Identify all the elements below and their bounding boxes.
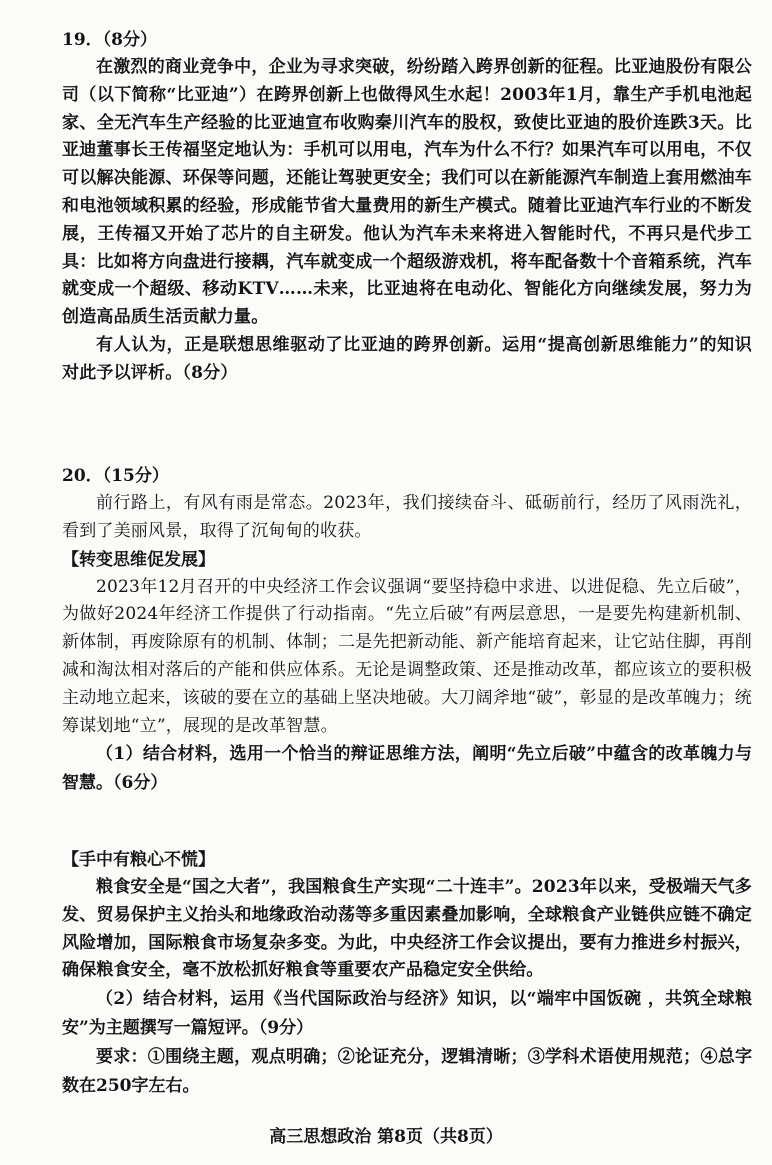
section-2-material: 粮食安全是“国之大者”，我国粮食生产实现“二十连丰”。2023年以来，受极端天气多发、贸易保护主义抬头和地缘政治动荡等多重因素叠加影响，全球粮食产业链供应链不确定风险增加，国际粮食市场复杂多变。为此，中央经济工作会议提出，要有力推进乡村振兴，确保粮食安全，毫不放松抓好粮食等重要农产品稳定安全供给。 bbox=[62, 877, 752, 981]
section-2-title: 【手中有粮心不慌】 bbox=[62, 850, 215, 870]
question-19-material: 在激烈的商业竞争中，企业为寻求突破，纷纷踏入跨界创新的征程。比亚迪股份有限公司（以下简称“比亚迪”）在跨界创新上也做得风生水起！2003年1月，靠生产手机电池起家、全无汽车生产经验的比亚迪宣布收购秦川汽车的股权，致使比亚迪的股价连跌3天。比亚迪董事长王传福坚定地认为：手机可以用电，汽车为什么不行？如果汽车可以用电，不仅可以解决能源、环保等问题，还能让驾驶更安全；我们可以在新能源汽车制造上套用燃油车和电池领域积累的经验，形成能节省大量费用的新生产模式。随着比亚迪汽车行业的不断发展，王传福又开始了芯片的自主研发。他认为汽车未来将进入智能时代，不再只是代步工具：比如将方向盘进行接耦，汽车就变成一个超级游戏机，将车配备数十个音箱系统，汽车就变成一个超级、移动KTV……未来，比亚迪将在电动化、智能化方向继续发展，努力为创造高品质生活贡献力量。 bbox=[62, 57, 752, 328]
question-20-task-2: （2）结合材料，运用《当代国际政治与经济》知识，以“端牢中国饭碗 ，共筑全球粮安”为主题撰写一篇短评。（9分） bbox=[62, 989, 752, 1039]
question-20 bbox=[62, 462, 752, 798]
question-20-intro: 前行路上，有风有雨是常态。2023年，我们接续奋斗、砥砺前行，经历了风雨洗礼，看到了美丽风景，取得了沉甸甸的收获。 bbox=[62, 493, 752, 541]
section-1-material: 2023年12月召开的中央经济工作会议强调“要坚持稳中求进、以进促稳、先立后破”，为做好2024年经济工作提供了行动指南。“先立后破”有两层意思，一是要先构建新机制、新体制，再废除原有的机制、体制；二是先把新动能、新产能培育起来，让它站住脚，再削减和淘汰相对落后的产能和供应体系。无论是调整政策、还是推动改革，都应该立的要积极主动地立起来，该破的要在立的基础上坚决地破。大刀阔斧地“破”，彰显的是改革魄力；统筹谋划地“立”，展现的是改革智慧。 bbox=[62, 576, 752, 736]
section-1-title: 【转变思维促发展】 bbox=[62, 549, 215, 570]
question-19-task: 有人认为，正是联想思维驱动了比亚迪的跨界创新。运用“提高创新思维能力”的知识对此予以评析。（8分） bbox=[62, 334, 752, 383]
question-19-number: 19．（8分） bbox=[62, 30, 157, 50]
question-20-requirements: 要求：①围绕主题，观点明确；②论证充分，逻辑清晰；③学科术语使用规范；④总字数在250字左右。 bbox=[62, 1047, 752, 1097]
page-footer: 高三思想政治 第8页（共8页） bbox=[269, 1127, 503, 1147]
question-20-task-1: （1）结合材料，选用一个恰当的辩证思维方法，阐明“先立后破”中蕴含的改革魄力与智慧。（6分） bbox=[62, 744, 752, 794]
question-19 bbox=[62, 26, 752, 388]
question-20-part-2 bbox=[62, 846, 752, 1101]
question-20-number: 20．（15分） bbox=[62, 466, 169, 486]
